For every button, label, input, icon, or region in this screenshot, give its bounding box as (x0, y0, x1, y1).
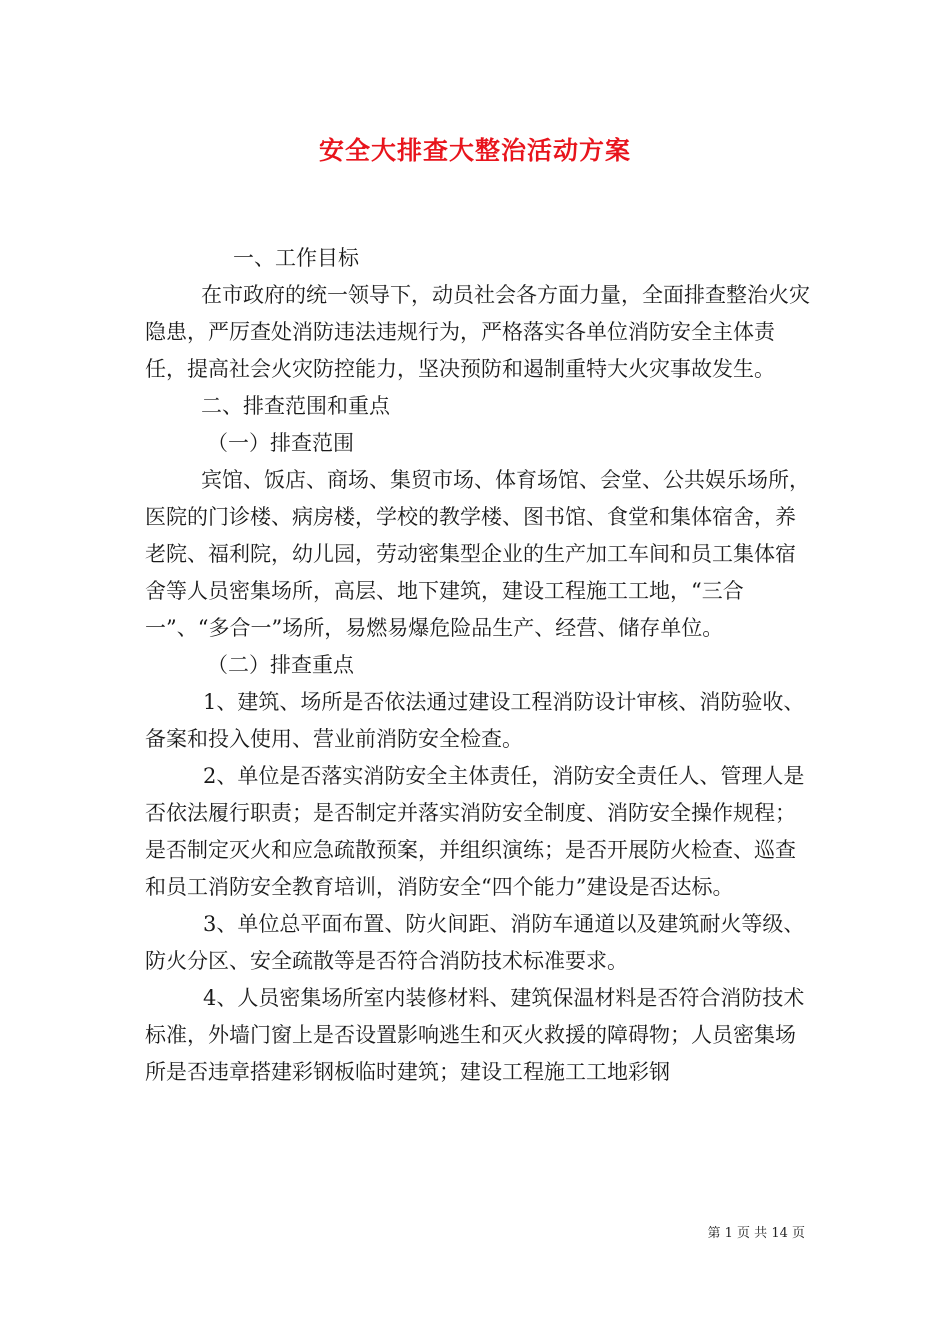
list-item-4: 4、人员密集场所室内装修材料、建筑保温材料是否符合消防技术标准，外墙门窗上是否设置影响逃生和灭火救援的障碍物；人员密集场所是否违章搭建彩钢板临时建筑；建设工程施工工地彩钢 (145, 986, 805, 1084)
document-title: 安全大排查大整治活动方案 (318, 136, 631, 165)
paragraph-goals: 在市政府的统一领导下，动员社会各方面力量，全面排查整治火灾隐患，严厉查处消防违法违规行为，严格落实各单位消防安全主体责任，提高社会火灾防控能力，坚决预防和遏制重特大火灾事故发生。 (145, 283, 810, 381)
document-body (145, 240, 815, 1091)
subheading-scope: （一）排查范围 (207, 431, 354, 455)
section-heading-scope: 二、排查范围和重点 (201, 394, 390, 418)
list-item-1: 1、建筑、场所是否依法通过建设工程消防设计审核、消防验收、备案和投入使用、营业前消防安全检查。 (145, 690, 805, 751)
page-number: 第 1 页 共 14 页 (707, 1226, 805, 1241)
list-item-3: 3、单位总平面布置、防火间距、消防车通道以及建筑耐火等级、防火分区、安全疏散等是否符合消防技术标准要求。 (145, 912, 805, 973)
paragraph-scope: 宾馆、饭店、商场、集贸市场、体育场馆、会堂、公共娱乐场所，医院的门诊楼、病房楼，学校的教学楼、图书馆、食堂和集体宿舍，养老院、福利院，幼儿园，劳动密集型企业的生产加工车间和员工集体宿舍等人员密集场所，高层、地下建筑，建设工程施工工地，“三合一”、“多合一”场所，易燃易爆危险品生产、经营、储存单位。 (145, 468, 810, 640)
section-heading-goals: 一、工作目标 (233, 246, 359, 270)
list-item-2: 2、单位是否落实消防安全主体责任，消防安全责任人、管理人是否依法履行职责；是否制定并落实消防安全制度、消防安全操作规程；是否制定灭火和应急疏散预案，并组织演练；是否开展防火检查、巡查和员工消防安全教育培训，消防安全“四个能力”建设是否达标。 (145, 764, 805, 899)
subheading-focus: （二）排查重点 (207, 653, 354, 677)
